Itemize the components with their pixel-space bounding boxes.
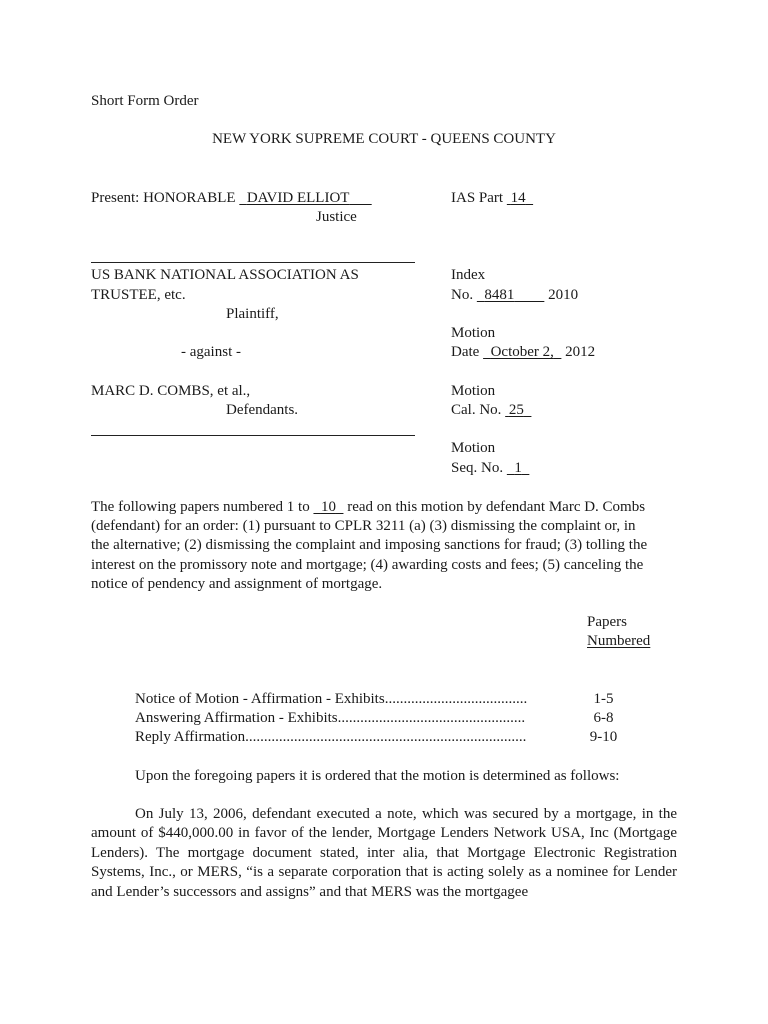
motion-seq-value: 1 xyxy=(514,460,522,476)
against-label: - against - xyxy=(181,344,241,360)
motion-seq-label: Motion xyxy=(451,440,496,456)
paper-label: Answering Affirmation - Exhibits.................................................. xyxy=(135,710,526,726)
motion-date-label: Motion xyxy=(451,325,496,341)
justice-title: Justice xyxy=(316,209,357,225)
court-title: NEW YORK SUPREME COURT - QUEENS COUNTY xyxy=(212,131,556,147)
judge-name: DAVID ELLIOT xyxy=(246,190,350,206)
defendant-name: MARC D. COMBS, et al., xyxy=(91,383,251,399)
motion-seq-line: Seq. No. 1 xyxy=(451,459,529,478)
motion-cal-line: Cal. No. 25 xyxy=(451,401,531,420)
plaintiff-name-line1: US BANK NATIONAL ASSOCIATION AS xyxy=(91,267,359,283)
defendant-role: Defendants. xyxy=(226,402,299,418)
intro-line-5: notice of pendency and assignment of mortgage. xyxy=(91,576,383,592)
papers-row xyxy=(135,709,645,728)
ias-label: IAS Part xyxy=(451,190,504,206)
papers-row xyxy=(135,728,645,747)
plaintiff-role: Plaintiff, xyxy=(226,306,279,322)
index-year: 2010 xyxy=(548,287,579,303)
index-number: 8481 xyxy=(484,287,515,303)
plaintiff-name-line2: TRUSTEE, etc. xyxy=(91,287,186,303)
paper-numbers: 1-5 xyxy=(593,691,614,707)
present-line xyxy=(91,189,372,208)
index-number-line: No. 8481 2010 xyxy=(451,287,579,303)
papers-count: 10 xyxy=(320,499,336,515)
motion-date-year: 2012 xyxy=(565,344,596,360)
intro-line-1: The following papers numbered 1 to 10 read on this motion by defendant Marc D. Combs xyxy=(91,499,646,515)
paper-numbers: 9-10 xyxy=(589,729,618,745)
present-prefix: Present: HONORABLE xyxy=(91,190,236,206)
intro-line-3: the alternative; (2) dismissing the complaint and imposing sanctions for fraud; (3) tolling the xyxy=(91,537,648,553)
papers-header-line1: Papers xyxy=(587,614,627,630)
index-label: Index xyxy=(451,267,486,283)
caption-bottom-rule xyxy=(91,435,415,436)
paper-label: Notice of Motion - Affirmation - Exhibits...................................... xyxy=(135,691,528,707)
body-paragraph: On July 13, 2006, defendant executed a note, which was secured by a mortgage, in the amount of $440,000.00 in favor of the lender, Mortgage Lenders Network USA, Inc (Mortgage Lenders). The mortgage document stated, inter alia, that Mortgage Electronic Registration Systems, Inc., or MERS, “is a separate corporation that is acting solely as a nominee for Lender and Lender’s successors and assigns” and that MERS was the mortgagee xyxy=(91,806,677,900)
motion-cal-value: 25 xyxy=(508,402,524,418)
papers-row xyxy=(135,690,645,709)
form-type: Short Form Order xyxy=(91,93,199,109)
caption-top-rule xyxy=(91,262,415,263)
ias-value: 14 xyxy=(510,190,526,206)
motion-cal-label: Motion xyxy=(451,383,496,399)
papers-header-line2: Numbered xyxy=(587,633,651,649)
intro-line-2: (defendant) for an order: (1) pursuant to CPLR 3211 (a) (3) dismissing the complaint or, in xyxy=(91,518,636,534)
paper-label: Reply Affirmation........................................................................... xyxy=(135,729,527,745)
paper-numbers: 6-8 xyxy=(593,710,614,726)
motion-date-value: October 2, xyxy=(490,344,554,360)
order-statement: Upon the foregoing papers it is ordered that the motion is determined as follows: xyxy=(135,768,620,784)
motion-date-line: Date October 2, 2012 xyxy=(451,344,596,360)
ias-part xyxy=(451,189,533,208)
intro-line-4: interest on the promissory note and mortgage; (4) awarding costs and fees; (5) canceling the xyxy=(91,557,644,573)
